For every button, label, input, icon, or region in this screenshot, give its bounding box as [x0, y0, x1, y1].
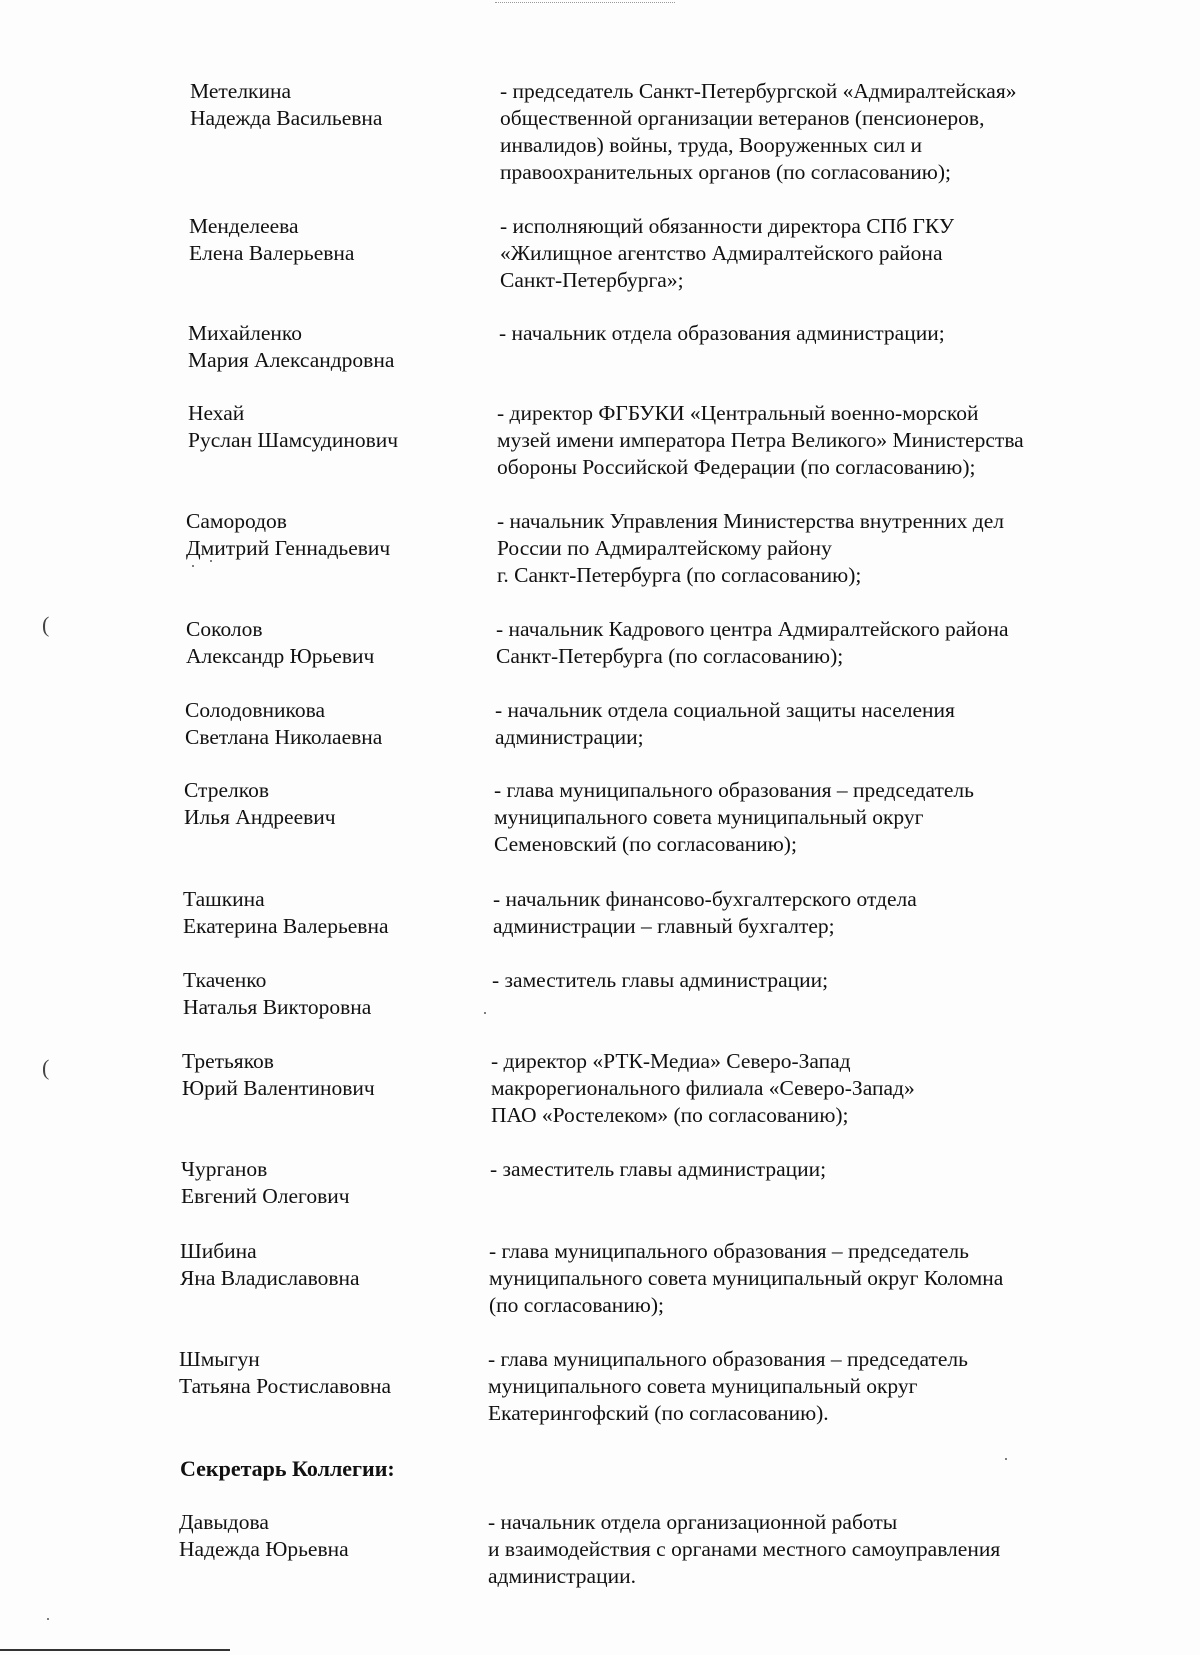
member-name [181, 1156, 451, 1210]
member-role [491, 1048, 915, 1129]
member-role-line: администрации – главный бухгалтер; [493, 914, 835, 938]
member-name [179, 1346, 449, 1400]
member-name [180, 1238, 450, 1292]
secretary-given-names: Надежда Юрьевна [179, 1537, 349, 1561]
member-name [188, 400, 458, 454]
member-given-names: Елена Валерьевна [189, 241, 355, 265]
secretary-role-line: - начальник отдела организационной работы [488, 1510, 898, 1534]
member-role [489, 1238, 1003, 1319]
member-role-line: - заместитель главы администрации; [492, 968, 829, 992]
member-name [183, 967, 453, 1021]
member-role-line: - начальник отдела социальной защиты населения [495, 698, 955, 722]
secretary-name [179, 1509, 449, 1563]
margin-bracket: ( [42, 1055, 50, 1080]
member-role-line: муниципального совета муниципальный округ [488, 1374, 918, 1398]
member-name [186, 616, 456, 670]
member-surname: Ткаченко [183, 968, 267, 992]
member-role [492, 967, 828, 994]
secretary-surname: Давыдова [179, 1510, 269, 1534]
member-role [494, 777, 974, 858]
secretary-role [488, 1509, 1000, 1590]
member-name [186, 508, 456, 562]
member-role-line: - начальник Кадрового центра Адмиралтейского района [496, 617, 1009, 641]
member-role [500, 213, 954, 294]
member-role-line: муниципального совета муниципальный округ [494, 805, 924, 829]
member-role-line: общественной организации ветеранов (пенсионеров, [500, 106, 985, 130]
member-role-line: - директор ФГБУКИ «Центральный военно-морской [497, 401, 979, 425]
member-role [500, 78, 1016, 186]
member-surname: Чурганов [181, 1157, 268, 1181]
member-role-line: обороны Российской Федерации (по согласованию); [497, 455, 976, 479]
member-given-names: Екатерина Валерьевна [183, 914, 389, 938]
member-role-line: Семеновский (по согласованию); [494, 832, 797, 856]
member-role-line: «Жилищное агентство Адмиралтейского района [500, 241, 943, 265]
member-given-names: Светлана Николаевна [185, 725, 383, 749]
member-role [497, 508, 1004, 589]
scan-top-mark [495, 0, 675, 3]
member-role-line: - исполняющий обязанности директора СПб ГКУ [500, 214, 955, 238]
member-given-names: Татьяна Ростиславовна [179, 1374, 392, 1398]
member-role [496, 616, 1009, 670]
scan-speck [1005, 1458, 1007, 1460]
scan-speck [47, 1618, 49, 1620]
member-role-line: Санкт-Петербурга (по согласованию); [496, 644, 844, 668]
member-surname: Ташкина [183, 887, 265, 911]
member-role-line: - директор «РТК-Медиа» Северо-Запад [491, 1049, 851, 1073]
member-given-names: Дмитрий Геннадьевич [186, 536, 391, 560]
member-role-line: - глава муниципального образования – председатель [494, 778, 974, 802]
member-role [495, 697, 955, 751]
member-role-line: - заместитель главы администрации; [490, 1157, 827, 1181]
member-role-line: г. Санкт-Петербурга (по согласованию); [497, 563, 862, 587]
member-role [488, 1346, 968, 1427]
member-given-names: Евгений Олегович [181, 1184, 350, 1208]
member-surname: Менделеева [189, 214, 299, 238]
member-role-line: - председатель Санкт-Петербургской «Адмиралтейская» [500, 79, 1017, 103]
member-surname: Нехай [188, 401, 245, 425]
member-name [190, 78, 460, 132]
member-given-names: Александр Юрьевич [186, 644, 375, 668]
member-given-names: Мария Александровна [188, 348, 395, 372]
member-surname: Третьяков [182, 1049, 274, 1073]
member-role-line: ПАО «Ростелеком» (по согласованию); [491, 1103, 849, 1127]
member-given-names: Руслан Шамсудинович [188, 428, 399, 452]
member-given-names: Юрий Валентинович [182, 1076, 375, 1100]
secretary-role-line: администрации. [488, 1564, 636, 1588]
member-surname: Михайленко [188, 321, 303, 345]
scan-speck [484, 1012, 486, 1014]
secretary-role-line: и взаимодействия с органами местного самоуправления [488, 1537, 1001, 1561]
member-role-line: России по Адмиралтейскому району [497, 536, 832, 560]
member-given-names: Надежда Васильевна [190, 106, 383, 130]
member-role-line: музей имени императора Петра Великого» Министерства [497, 428, 1024, 452]
member-given-names: Наталья Викторовна [183, 995, 372, 1019]
member-surname: Стрелков [184, 778, 269, 802]
secretary-heading: Секретарь Коллегии: [180, 1456, 395, 1481]
member-role-line: - глава муниципального образования – председатель [488, 1347, 968, 1371]
member-surname: Метелкина [190, 79, 292, 103]
margin-bracket: ( [42, 612, 50, 637]
member-role [490, 1156, 826, 1183]
member-given-names: Яна Владиславовна [180, 1266, 360, 1290]
member-role-line: администрации; [495, 725, 644, 749]
member-name [189, 213, 459, 267]
member-role-line: муниципального совета муниципальный округ Коломна [489, 1266, 1004, 1290]
member-role [493, 886, 917, 940]
member-role [497, 400, 1024, 481]
member-name [184, 777, 454, 831]
member-name [185, 697, 455, 751]
member-surname: Солодовникова [185, 698, 326, 722]
member-name [188, 320, 458, 374]
scan-speck [210, 560, 212, 562]
member-surname: Шибина [180, 1239, 257, 1263]
member-given-names: Илья Андреевич [184, 805, 336, 829]
member-role-line: (по согласованию); [489, 1293, 664, 1317]
bottom-rule [0, 1649, 230, 1651]
member-name [182, 1048, 452, 1102]
member-role-line: правоохранительных органов (по согласованию); [500, 160, 952, 184]
member-role-line: - глава муниципального образования – председатель [489, 1239, 969, 1263]
member-surname: Шмыгун [179, 1347, 260, 1371]
member-role-line: - начальник Управления Министерства внутренних дел [497, 509, 1004, 533]
member-name [183, 886, 453, 940]
member-surname: Самородов [186, 509, 287, 533]
scan-speck [192, 565, 194, 567]
member-role-line: - начальник отдела образования администрации; [499, 321, 945, 345]
member-role [499, 320, 945, 347]
member-role-line: - начальник финансово-бухгалтерского отдела [493, 887, 917, 911]
member-role-line: Екатерингофский (по согласованию). [488, 1401, 829, 1425]
member-role-line: Санкт-Петербурга»; [500, 268, 684, 292]
member-surname: Соколов [186, 617, 263, 641]
member-role-line: макрорегионального филиала «Северо-Запад» [491, 1076, 915, 1100]
member-role-line: инвалидов) войны, труда, Вооруженных сил и [500, 133, 923, 157]
